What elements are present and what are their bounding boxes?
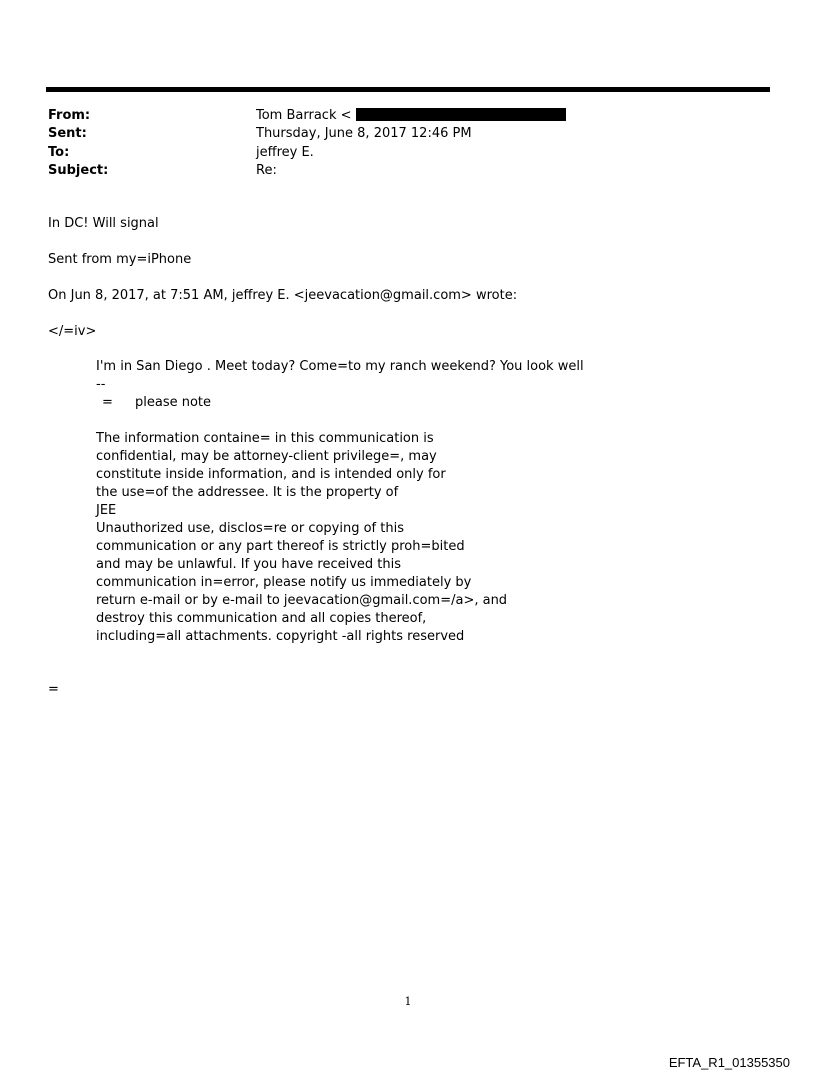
page-number: 1 [404,995,412,1008]
disclaimer-line: confidential, may be attorney-client privilege=, may [96,449,437,464]
from-value [256,107,566,125]
disclaimer-line: constitute inside information, and is intended only for [96,467,446,482]
note-eq: = [102,395,113,410]
note-line [96,394,211,412]
to-label: To: [48,145,70,160]
disclaimer-line: destroy this communication and all copies thereof, [96,611,427,626]
reply-text: In DC! Will signal [48,216,159,231]
disclaimer-line: communication in=error, please notify us immediately by [96,575,472,590]
disclaimer-line: the use=of the addressee. It is the property of [96,485,399,500]
disclaimer-line: return e-mail or by e-mail to jeevacation@gmail.com=/a>, and [96,593,508,608]
sent-label: Sent: [48,126,87,141]
from-label: From: [48,108,91,123]
disclaimer-line: including=all attachments. copyright -all rights reserved [96,629,465,644]
signature-dashes: -- [96,377,106,392]
sent-value: Thursday, June 8, 2017 12:46 PM [256,126,472,141]
disclaimer-line: The information containe= in this communication is [96,431,434,446]
signature-text: Sent from my=iPhone [48,252,192,267]
disclaimer-line: JEE [96,503,117,518]
header-divider [46,87,770,92]
subject-value: Re: [256,163,277,178]
quoted-message: I'm in San Diego . Meet today? Come=to my ranch weekend? You look well [96,359,584,374]
div-fragment: </=iv> [48,324,97,339]
subject-label: Subject: [48,163,109,178]
note-text: please note [135,395,212,410]
quote-intro: On Jun 8, 2017, at 7:51 AM, jeffrey E. <jeevacation@gmail.com> wrote: [48,288,518,303]
redaction-box [356,108,566,121]
disclaimer-line: communication or any part thereof is strictly proh=bited [96,539,465,554]
document-id: EFTA_R1_01355350 [668,1055,790,1070]
to-value: jeffrey E. [256,145,314,160]
from-name: Tom Barrack < [256,108,352,123]
disclaimer-line: Unauthorized use, disclos=re or copying of this [96,521,404,536]
trailing-eq: = [48,682,59,697]
disclaimer-line: and may be unlawful. If you have received this [96,557,402,572]
